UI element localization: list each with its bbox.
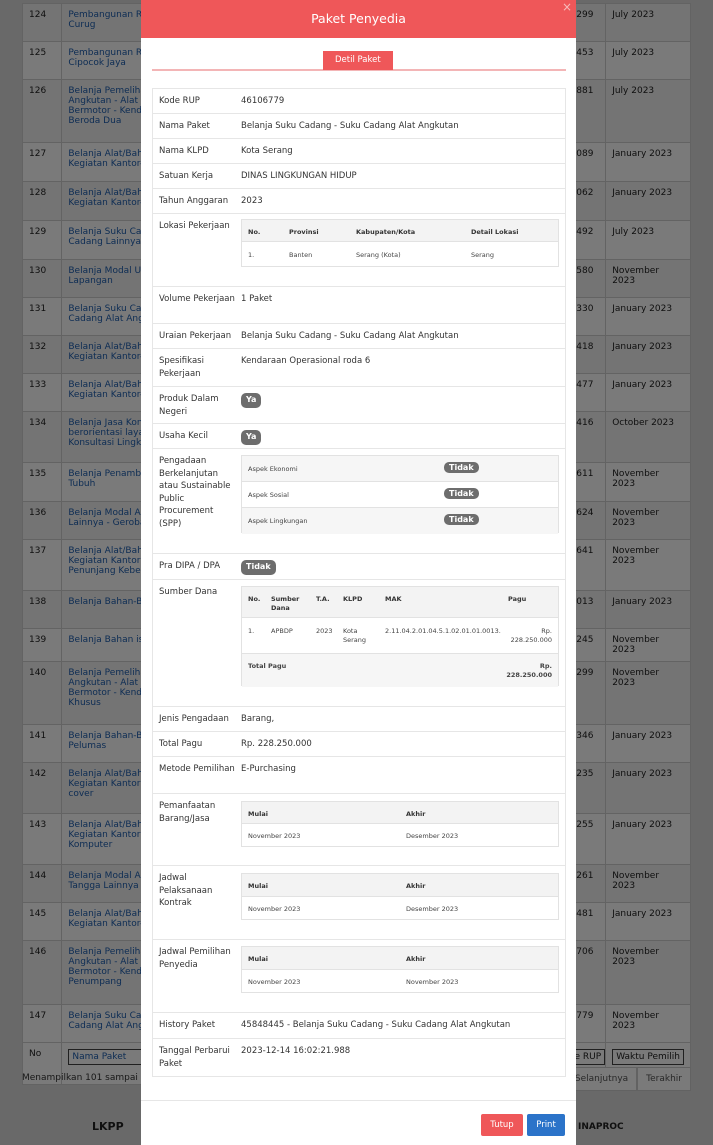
sd-total-label: Total Pagu [248, 662, 287, 670]
modal-footer [481, 1114, 565, 1136]
value-nama-paket: Belanja Suku Cadang - Suku Cadang Alat Angkutan [241, 121, 459, 131]
row-jenis-pengadaan [152, 707, 566, 732]
lokasi-col-provinsi: Provinsi [289, 228, 319, 236]
sd-col-klpd: KLPD [343, 595, 363, 603]
sd-cell-ta: 2023 [316, 627, 333, 635]
label-sumber-dana: Sumber Dana [159, 587, 218, 597]
value-satuan-kerja: DINAS LINGKUNGAN HIDUP [241, 171, 357, 181]
spp-table [241, 455, 559, 533]
row-uraian-pekerjaan [152, 324, 566, 349]
sd-col-ta: T.A. [316, 595, 330, 603]
lokasi-cell-kabupaten: Serang (Kota) [356, 251, 401, 259]
row-tahun-anggaran [152, 189, 566, 214]
sd-col-pagu: Pagu [508, 595, 527, 603]
spp-badge-lingkungan: Tidak [444, 514, 479, 525]
sd-col-sumber: Sumber Dana [271, 595, 300, 612]
value-tahun-anggaran: 2023 [241, 196, 263, 206]
label-metode-pemilihan: Metode Pemilihan [159, 764, 235, 774]
row-nama-paket [152, 114, 566, 139]
value-spesifikasi-pekerjaan: Kendaraan Operasional roda 6 [241, 356, 371, 366]
label-lokasi-pekerjaan: Lokasi Pekerjaan [159, 221, 230, 231]
label-jenis-pengadaan: Jenis Pengadaan [159, 714, 229, 724]
value-uraian-pekerjaan: Belanja Suku Cadang - Suku Cadang Alat Angkutan [241, 331, 459, 341]
value-produk-dalam-negeri-wrap [241, 393, 261, 408]
label-jadwal-pemilihan: Jadwal Pemilihan Penyedia [159, 947, 231, 970]
lokasi-col-detail: Detail Lokasi [471, 228, 519, 236]
kontrak-mulai: November 2023 [248, 905, 301, 913]
label-tanggal-perbarui: Tanggal Perbarui Paket [159, 1046, 230, 1069]
sd-cell-no: 1. [248, 627, 255, 635]
row-total-pagu [152, 732, 566, 757]
row-spp [152, 449, 566, 554]
label-nama-klpd: Nama KLPD [159, 146, 209, 156]
sd-cell-klpd: Kota Serang [343, 627, 367, 644]
pemanfaatan-header [242, 802, 558, 824]
sd-cell-mak: 2.11.04.2.01.04.5.1.02.01.01.0013. [385, 627, 501, 635]
spp-aspek-sosial: Aspek Sosial [248, 491, 289, 499]
row-lokasi-pekerjaan [152, 214, 566, 287]
value-tanggal-perbarui: 2023-12-14 16:02:21.988 [241, 1046, 351, 1056]
sd-cell-sumber: APBDP [271, 627, 293, 635]
spp-row-sosial [242, 482, 558, 508]
value-nama-klpd: Kota Serang [241, 146, 293, 156]
kontrak-akhir: Desember 2023 [406, 905, 459, 913]
pemilihan-header [242, 947, 558, 970]
pemilihan-col-akhir: Akhir [406, 955, 426, 963]
value-usaha-kecil-wrap [241, 430, 261, 445]
row-jadwal-pemilihan [152, 940, 566, 1013]
sumber-dana-header [242, 587, 558, 618]
label-satuan-kerja: Satuan Kerja [159, 171, 214, 181]
value-pra-dipa-wrap [241, 560, 276, 575]
lokasi-table [241, 219, 559, 267]
spp-row-lingkungan [242, 508, 558, 534]
label-nama-paket: Nama Paket [159, 121, 210, 131]
lokasi-cell-provinsi: Banten [289, 251, 313, 259]
label-pemanfaatan: Pemanfaatan Barang/Jasa [159, 801, 216, 824]
row-pemanfaatan [152, 794, 566, 866]
row-kode-rup [152, 88, 566, 114]
label-total-pagu: Total Pagu [159, 739, 203, 749]
lokasi-table-header [242, 220, 558, 242]
print-button[interactable]: Print [527, 1114, 565, 1136]
value-metode-pemilihan: E-Purchasing [241, 764, 296, 774]
label-pra-dipa: Pra DIPA / DPA [159, 561, 221, 571]
label-usaha-kecil: Usaha Kecil [159, 431, 208, 441]
label-tahun-anggaran: Tahun Anggaran [159, 196, 229, 206]
value-kode-rup: 46106779 [241, 96, 285, 106]
row-satuan-kerja [152, 164, 566, 189]
row-usaha-kecil [152, 424, 566, 449]
sumber-dana-table [241, 586, 559, 686]
lokasi-cell-detail: Serang [471, 251, 495, 259]
value-total-pagu: Rp. 228.250.000 [241, 739, 312, 749]
badge-usaha-kecil: Ya [241, 430, 261, 445]
spp-badge-sosial: Tidak [444, 488, 479, 499]
label-jadwal-kontrak: Jadwal Pelaksanaan Kontrak [159, 873, 213, 908]
badge-pra-dipa: Tidak [241, 560, 276, 575]
close-icon[interactable]: × [561, 0, 572, 14]
sumber-dana-total-row [242, 653, 558, 687]
pemilihan-akhir: November 2023 [406, 978, 459, 986]
row-spesifikasi-pekerjaan [152, 349, 566, 387]
lokasi-col-no: No. [248, 228, 261, 236]
pemanfaatan-mulai: November 2023 [248, 832, 301, 840]
label-history-paket: History Paket [159, 1020, 216, 1030]
row-tanggal-perbarui [152, 1039, 566, 1077]
row-volume-pekerjaan [152, 287, 566, 324]
sd-cell-pagu: Rp. 228.250.000 [510, 627, 552, 644]
label-uraian-pekerjaan: Uraian Pekerjaan [159, 331, 232, 341]
tutup-button[interactable]: Tutup [481, 1114, 523, 1136]
kontrak-col-mulai: Mulai [248, 882, 268, 890]
pemanfaatan-col-akhir: Akhir [406, 810, 426, 818]
lokasi-col-kabupaten: Kabupaten/Kota [356, 228, 416, 236]
row-sumber-dana [152, 580, 566, 707]
spp-badge-ekonomi: Tidak [444, 462, 479, 473]
modal-header [141, 0, 576, 38]
value-jenis-pengadaan: Barang, [241, 714, 275, 724]
label-spesifikasi-pekerjaan: Spesifikasi Pekerjaan [159, 356, 204, 379]
modal-footer-divider [141, 1100, 576, 1101]
tab-detil-paket[interactable]: Detil Paket [323, 51, 393, 70]
label-spp: Pengadaan Berkelanjutan atau Sustainable Public Procurement (SPP) [159, 456, 231, 529]
pemanfaatan-table [241, 801, 559, 847]
badge-produk-dalam-negeri: Ya [241, 393, 261, 408]
label-volume-pekerjaan: Volume Pekerjaan [159, 294, 235, 304]
pemilihan-mulai: November 2023 [248, 978, 301, 986]
sd-col-no: No. [248, 595, 261, 603]
pemilihan-col-mulai: Mulai [248, 955, 268, 963]
label-kode-rup: Kode RUP [159, 96, 200, 106]
row-pra-dipa [152, 554, 566, 580]
row-history-paket [152, 1013, 566, 1039]
row-nama-klpd [152, 139, 566, 164]
kontrak-header [242, 874, 558, 897]
pemanfaatan-akhir: Desember 2023 [406, 832, 459, 840]
row-produk-dalam-negeri [152, 387, 566, 424]
pemanfaatan-col-mulai: Mulai [248, 810, 268, 818]
pemilihan-table [241, 946, 559, 993]
label-produk-dalam-negeri: Produk Dalam Negeri [159, 394, 219, 417]
sd-col-mak: MAK [385, 595, 402, 603]
row-jadwal-kontrak [152, 866, 566, 940]
spp-aspek-lingkungan: Aspek Lingkungan [248, 517, 308, 525]
row-metode-pemilihan [152, 757, 566, 794]
value-history-paket: 45848445 - Belanja Suku Cadang - Suku Cadang Alat Angkutan [241, 1020, 511, 1030]
kontrak-col-akhir: Akhir [406, 882, 426, 890]
sd-total-value: Rp. 228.250.000 [506, 662, 552, 679]
package-detail-modal [141, 0, 576, 1145]
value-volume-pekerjaan: 1 Paket [241, 294, 273, 304]
modal-title: Paket Penyedia [311, 11, 406, 26]
lokasi-cell-no: 1. [248, 251, 255, 259]
spp-row-ekonomi [242, 456, 558, 482]
kontrak-table [241, 873, 559, 920]
spp-aspek-ekonomi: Aspek Ekonomi [248, 465, 298, 473]
modal-tabs [152, 51, 566, 71]
